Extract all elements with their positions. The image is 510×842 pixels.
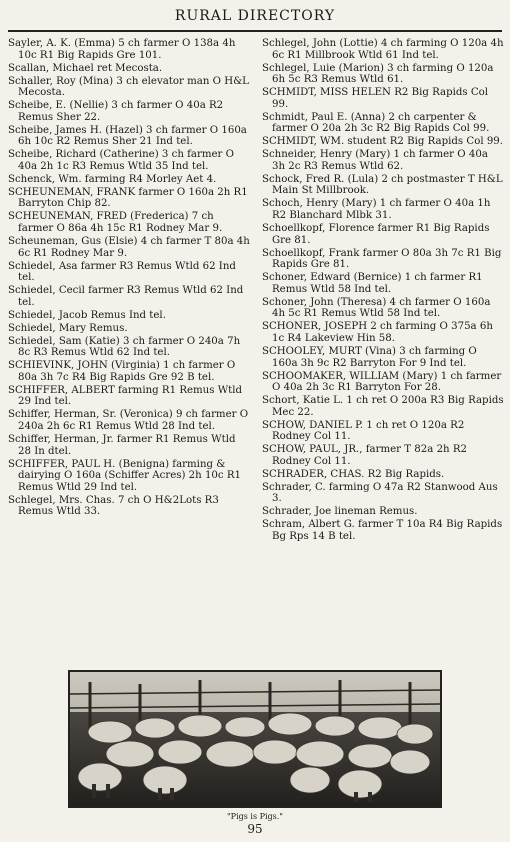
directory-entry: Schort, Katie L. 1 ch ret O 200a R3 Big Rapids Mec 22. [262,395,504,418]
header-rule [8,30,502,32]
directory-entry: Schoellkopf, Frank farmer O 80a 3h 7c R1 Big Rapids Gre 81. [262,247,502,271]
pigs-photo-illustration [70,672,440,806]
directory-column-right [262,38,504,544]
directory-entry: SCHMIDT, MISS HELEN R2 Big Rapids Col 99. [262,87,489,110]
directory-entry: Scallan, Michael ret Mecosta. [8,62,163,74]
pigs-photo [68,670,442,808]
directory-entry: Schiedel, Jacob Remus Ind tel. [8,309,166,321]
directory-entry: Scheuneman, Gus (Elsie) 4 ch farmer T 80a 4h 6c R1 Rodney Mar 9. [8,236,250,259]
directory-entry: Schiedel, Cecil farmer R3 Remus Wtld 62 Ind tel. [8,285,244,308]
directory-entry: SCHOW, DANIEL P. 1 ch ret O 120a R2 Rodney Col 11. [262,419,465,443]
directory-entry: SCHIFFER, PAUL H. (Benigna) farming & dairying O 160a (Schiffer Acres) 2h 10c R1 Remus Wtld 29 Ind tel. [8,458,242,493]
directory-entry: SCHEUNEMAN, FRED (Frederica) 7 ch farmer O 86a 4h 15c R1 Rodney Mar 9. [8,211,223,235]
directory-entry: Schrader, C. farming O 47a R2 Stanwood Aus 3. [262,481,498,505]
directory-entry: SCHMIDT, WM. student R2 Big Rapids Col 99. [262,136,504,148]
directory-entry: Schiedel, Mary Remus. [8,322,128,334]
directory-entry: Schiedel, Asa farmer R3 Remus Wtld 62 Ind tel. [8,260,236,284]
directory-entry: SCHRADER, CHAS. R2 Big Rapids. [262,468,445,480]
directory-entry: SCHIFFER, ALBERT farming R1 Remus Wtld 29 Ind tel. [8,384,243,408]
directory-entry: Schaller, Roy (Mina) 3 ch elevator man O H&L Mecosta. [8,75,249,99]
directory-column-left [8,38,250,519]
directory-entry: Schlegel, John (Lottie) 4 ch farming O 120a 4h 6c R1 Millbrook Wtld 61 Ind tel. [262,38,504,61]
directory-entry: Schock, Fred R. (Lula) 2 ch postmaster T H&L Main St Millbrook. [262,173,503,197]
directory-entry: Schenck, Wm. farming R4 Morley Aet 4. [8,173,217,185]
directory-entry: Schoch, Henry (Mary) 1 ch farmer O 40a 1h R2 Blanchard Mlbk 31. [262,198,491,222]
directory-entry: Schlegel, Luie (Marion) 3 ch farming O 120a 6h 5c R3 Remus Wtld 61. [262,62,494,86]
directory-entry: Scheibe, E. (Nellie) 3 ch farmer O 40a R2 Remus Sher 22. [8,100,224,123]
directory-entry: Schmidt, Paul E. (Anna) 2 ch carpenter & farmer O 20a 2h 3c R2 Big Rapids Col 99. [262,111,490,135]
directory-entry: Schiffer, Herman, Sr. (Veronica) 9 ch farmer O 240a 2h 6c R1 Remus Wtld 28 Ind tel. [8,409,249,433]
photo-caption: "Pigs is Pigs." [227,812,283,821]
directory-entry: Schoellkopf, Florence farmer R1 Big Rapids Gre 81. [262,223,490,246]
directory-entry: Scheibe, Richard (Catherine) 3 ch farmer O 40a 2h 1c R3 Remus Wtld 35 Ind tel. [8,149,235,172]
directory-entry: Schram, Albert G. farmer T 10a R4 Big Rapids Bg Rps 14 B tel. [262,519,503,542]
directory-entry: SCHOW, PAUL, JR., farmer T 82a 2h R2 Rodney Col 11. [262,444,468,467]
directory-entry: Schiffer, Herman, Jr. farmer R1 Remus Wtld 28 In dtel. [8,434,236,457]
directory-entry: Schrader, Joe lineman Remus. [262,506,418,518]
directory-entry: Schiedel, Sam (Katie) 3 ch farmer O 240a 7h 8c R3 Remus Wtld 62 Ind tel. [8,335,241,359]
directory-entry: Sayler, A. K. (Emma) 5 ch farmer O 138a 4h 10c R1 Big Rapids Gre 101. [8,38,236,61]
directory-entry: SCHOOMAKER, WILLIAM (Mary) 1 ch farmer O 40a 2h 3c R1 Barryton For 28. [262,370,502,394]
directory-entry: SCHONER, JOSEPH 2 ch farming O 375a 6h 1c R4 Lakeview Hin 58. [262,321,493,344]
page-number: 95 [247,822,263,836]
directory-entry: Schoner, Edward (Bernice) 1 ch farmer R1 Remus Wtld 58 Ind tel. [262,272,483,295]
directory-entry: Scheibe, James H. (Hazel) 3 ch farmer O 160a 6h 10c R2 Remus Sher 21 Ind tel. [8,124,247,148]
directory-entry: Schneider, Henry (Mary) 1 ch farmer O 40a 3h 2c R3 Remus Wtld 62. [262,149,488,172]
directory-entry: SCHEUNEMAN, FRANK farmer O 160a 2h R1 Barryton Chip 82. [8,186,248,210]
directory-entry: Schoner, John (Theresa) 4 ch farmer O 160a 4h 5c R1 Remus Wtld 58 Ind tel. [262,296,491,320]
directory-entry: Schlegel, Mrs. Chas. 7 ch O H&2Lots R3 Remus Wtld 33. [8,494,219,518]
directory-entry: SCHOOLEY, MURT (Vina) 3 ch farming O 160a 3h 9c R2 Barryton For 9 Ind tel. [262,345,477,369]
directory-entry: SCHIEVINK, JOHN (Virginia) 1 ch farmer O 80a 3h 7c R4 Big Rapids Gre 92 B tel. [8,360,236,383]
page-header: RURAL DIRECTORY [174,8,336,24]
